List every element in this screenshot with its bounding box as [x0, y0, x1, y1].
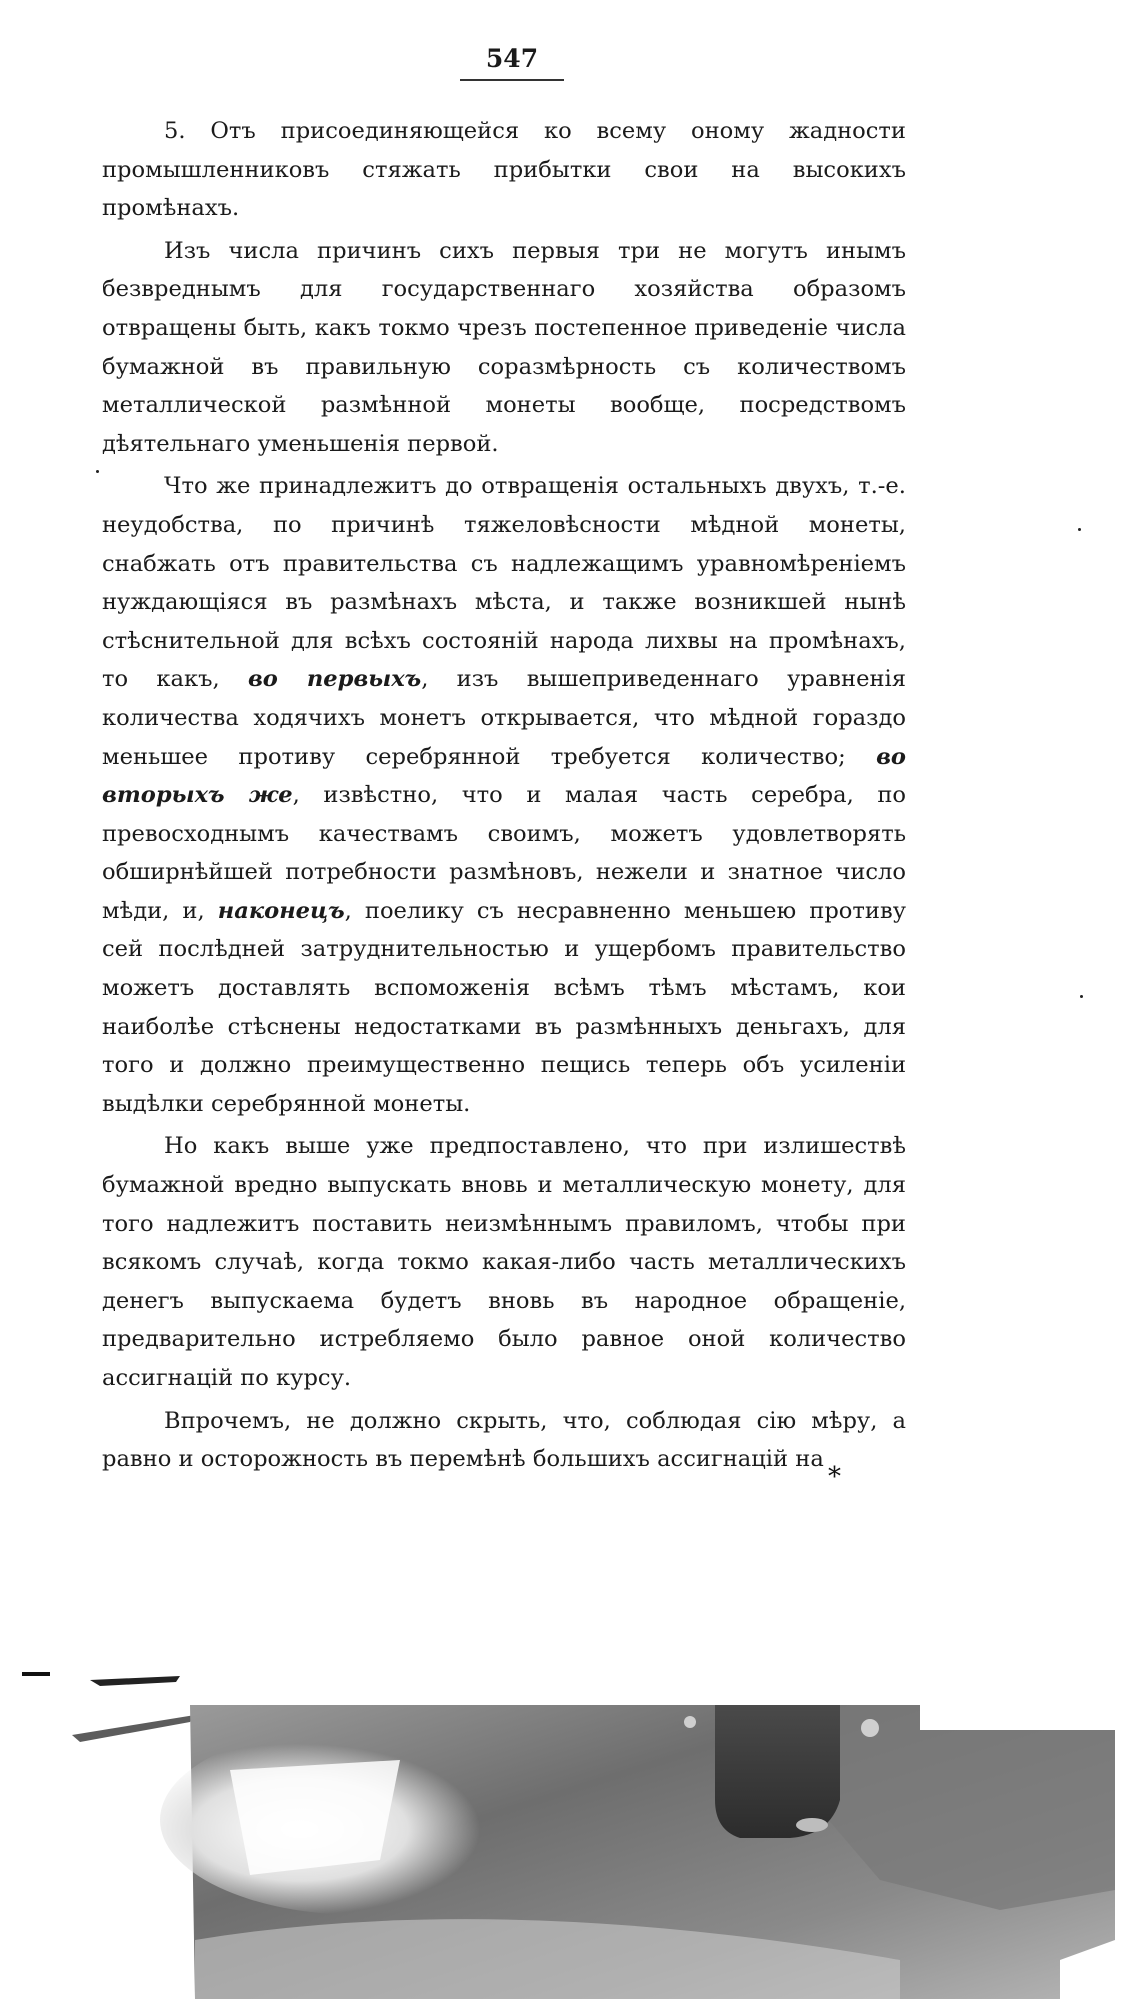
italic-phrase: во первыхъ	[247, 666, 422, 693]
text-run: Что же принадлежитъ до отвращенія остальныхъ двухъ, т.-е. неудобства, по причинѣ тяжеловѣсности мѣдной монеты, снабжать отъ правительства съ надлежащимъ уравномѣреніемъ нуждающіяся въ размѣнахъ мѣста, и также возникшей нынѣ стѣснительной для всѣхъ состояній народа лихвы на промѣнахъ, то какъ,	[102, 473, 906, 693]
page-number: 547	[460, 44, 564, 81]
text-run: , извѣстно, что и малая часть серебра, по превосходнымъ качествамъ своимъ, можетъ удовлетворять обширнѣйшей потребности размѣновъ, нежели и знатное число мѣди, и,	[102, 782, 906, 924]
scan-shadow-artifact	[0, 1660, 1140, 1999]
italic-phrase: наконецъ	[217, 897, 345, 924]
text-run: , изъ вышеприведеннаго уравненія количества ходячихъ монетъ открывается, что мѣдной гораздо меньшее противу серебрянной требуется количество;	[102, 666, 906, 770]
scan-speck	[1078, 528, 1081, 531]
text-run: 5. Отъ присоединяющейся ко всему оному жадности промышленниковъ стяжать прибытки свои на высокихъ промѣнахъ.	[102, 118, 906, 222]
italic-phrase: во вторыхъ же	[102, 743, 906, 809]
footer-asterisk: *	[828, 1462, 841, 1492]
scan-speck	[96, 470, 99, 473]
paragraph	[102, 112, 906, 228]
scan-speck	[1080, 995, 1083, 998]
text-run: Но какъ выше уже предпоставлено, что при излишествѣ бумажной вредно выпускать вновь и металлическую монету, для того надлежитъ поставить неизмѣннымъ правиломъ, чтобы при всякомъ случаѣ, когда токмо какая-либо часть металлическихъ денегъ выпускаема будетъ вновь въ народное обращеніе, предварительно истребляемо было равное оной количество ассигнацій по курсу.	[102, 1133, 906, 1391]
paragraph	[102, 1127, 906, 1397]
paragraph	[102, 467, 906, 1123]
paragraph	[102, 232, 906, 464]
text-run: Впрочемъ, не должно скрыть, что, соблюдая сію мѣру, а равно и осторожность въ перемѣнѣ большихъ ассигнацій на	[102, 1407, 906, 1473]
paragraph	[102, 1402, 906, 1479]
body-text	[102, 112, 906, 1483]
text-run: , поелику съ несравненно меньшею противу сей послѣдней затруднительностью и ущербомъ правительство можетъ доставлять вспоможенія всѣмъ тѣмъ мѣстамъ, кои наиболѣе стѣснены недостатками въ размѣнныхъ деньгахъ, для того и должно преимущественно пещись теперь объ усиленіи выдѣлки серебрянной монеты.	[102, 897, 906, 1117]
text-run: Изъ числа причинъ сихъ первыя три не могутъ инымъ безвреднымъ для государственнаго хозяйства образомъ отвращены быть, какъ токмо чрезъ постепенное приведеніе числа бумажной въ правильную соразмѣрность съ количествомъ металлической размѣнной монеты вообще, посредствомъ дѣятельнаго уменьшенія первой.	[102, 237, 906, 457]
